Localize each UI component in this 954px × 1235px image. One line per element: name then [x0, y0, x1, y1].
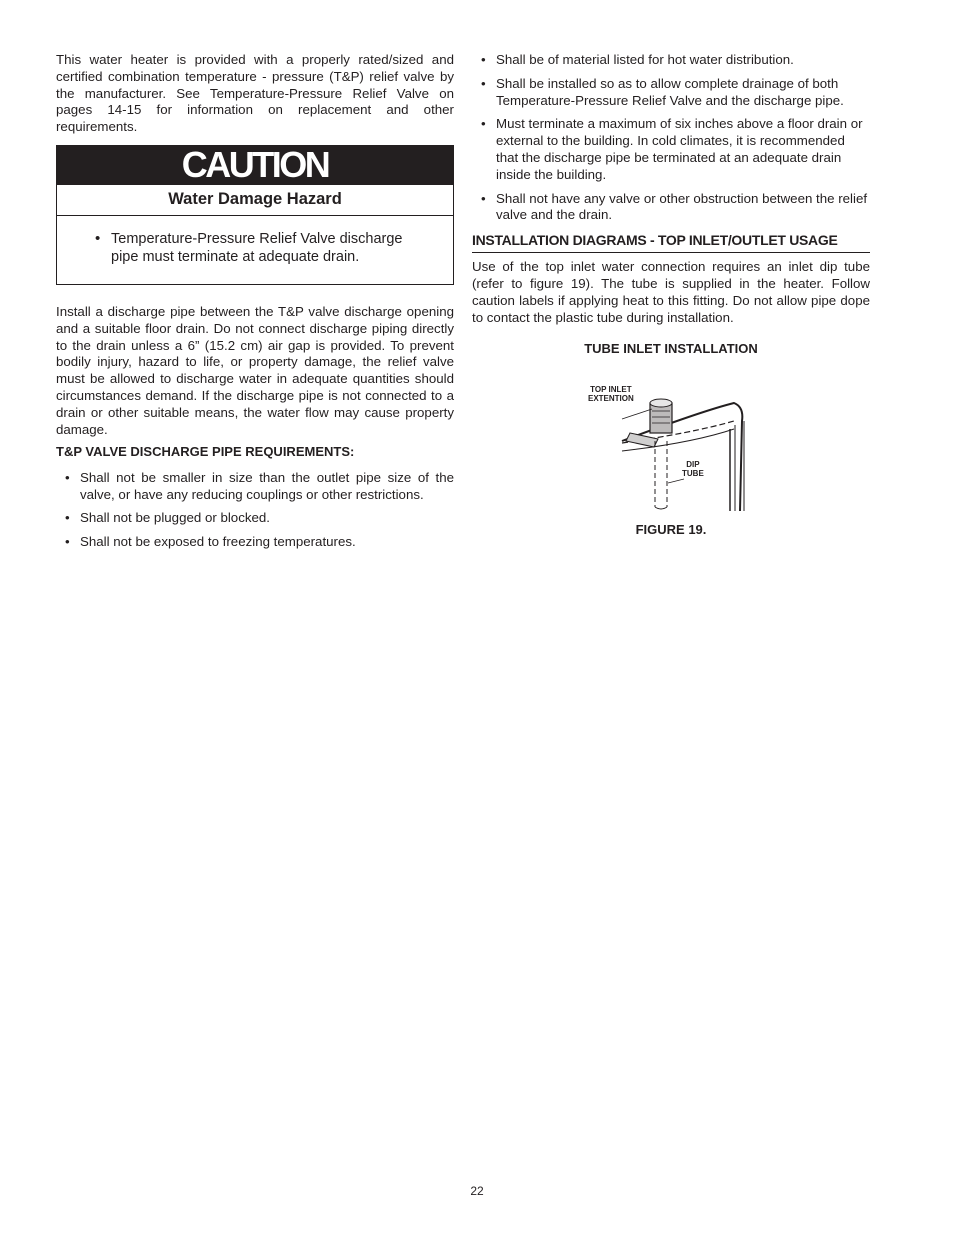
list-item: • Shall not have any valve or other obstruction between the relief valve and the drain. [472, 191, 870, 225]
intro-paragraph: This water heater is provided with a properly rated/sized and certified combination temperature - pressure (T&P) relief valve by the manufacturer. See Temperature-Pressure Relief Valve on pages 14-15 for information on replacement and other requirements. [56, 52, 454, 135]
caution-bullet-text: Temperature-Pressure Relief Valve discharge pipe must terminate at adequate drain. [111, 230, 403, 266]
figure-caption: FIGURE 19. [635, 522, 707, 538]
requirements-list [56, 470, 454, 550]
caution-box [56, 145, 454, 285]
figure-diagram [472, 381, 870, 511]
left-column [56, 52, 454, 557]
caution-subtitle: Water Damage Hazard [57, 185, 453, 216]
caution-header [57, 146, 453, 185]
list-item: • Must terminate a maximum of six inches above a floor drain or external to the building. In cold climates, it is recommended that the discharge pipe be terminated at an adequate drain inside the building. [472, 116, 870, 183]
water-heater-top-illustration [472, 381, 870, 511]
dip-tube-label: DIP TUBE [682, 460, 704, 479]
list-item: • Shall be of material listed for hot water distribution. [472, 52, 870, 69]
section-heading: INSTALLATION DIAGRAMS - TOP INLET/OUTLET USAGE [472, 231, 870, 253]
list-item: • Shall not be smaller in size than the outlet pipe size of the valve, or have any reducing couplings or other restrictions. [56, 470, 454, 504]
list-item: • Shall not be plugged or blocked. [56, 510, 454, 527]
bullet-icon: • [95, 229, 101, 247]
list-item: • Shall not be exposed to freezing temperatures. [56, 534, 454, 551]
top-inlet-label: TOP INLET EXTENTION [588, 385, 634, 404]
list-item: • Shall be installed so as to allow complete drainage of both Temperature-Pressure Relief Valve and the discharge pipe. [472, 76, 870, 110]
discharge-paragraph: Install a discharge pipe between the T&P valve discharge opening and a suitable floor drain. Do not connect discharge piping directly to the drain unless a 6” (15.2 cm) air gap is provided. To prevent bodily injury, hazard to life, or property damage, the relief valve must be allowed to discharge water in adequate quantities should circumstances demand. If the discharge pipe is not connected to a drain or other suitable means, the water flow may cause property damage. [56, 303, 454, 437]
caution-body [57, 216, 453, 284]
caution-title: CAUTION [181, 144, 329, 186]
requirements-list-continued [472, 52, 870, 224]
right-column [472, 52, 870, 538]
section-paragraph: Use of the top inlet water connection requires an inlet dip tube (refer to figure 19). The tube is supplied in the heater. Follow caution labels if applying heat to this fitting. Do not allow pipe dope to contact the plastic tube during installation. [472, 259, 870, 325]
figure-title: TUBE INLET INSTALLATION [584, 341, 758, 357]
page-number: 22 [470, 1184, 484, 1198]
requirements-heading: T&P VALVE DISCHARGE PIPE REQUIREMENTS: [56, 444, 355, 460]
